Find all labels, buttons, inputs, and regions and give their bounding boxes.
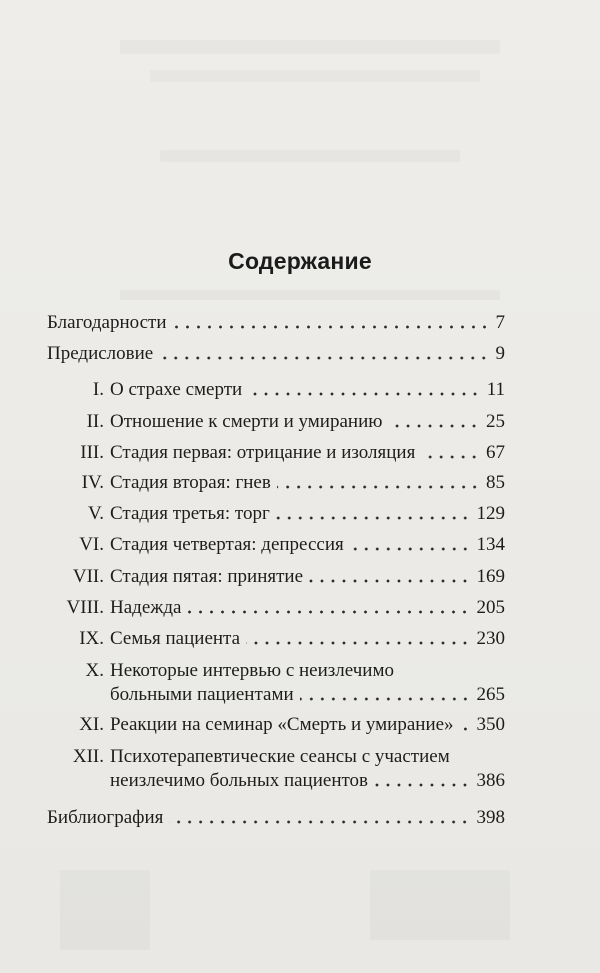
chapter-title-text: Стадия пятая: принятие	[110, 566, 304, 587]
chapter-number: V.	[87, 503, 104, 524]
chapter-title-line	[110, 533, 505, 557]
entry-title: Предисловие	[47, 343, 154, 364]
dot-leader	[277, 485, 480, 489]
show-through-mark	[370, 870, 510, 940]
chapter-entry	[4, 713, 505, 737]
chapter-title	[110, 441, 505, 465]
page-number: 67	[486, 442, 505, 463]
chapter-title	[110, 659, 505, 707]
chapter-number: X.	[85, 660, 104, 681]
chapter-title	[110, 533, 505, 557]
chapter-title-line	[110, 683, 505, 707]
chapter-number: III.	[80, 442, 104, 463]
chapter-title-line	[110, 441, 505, 465]
page-number: 398	[476, 807, 505, 828]
chapter-title-line	[110, 713, 505, 737]
page-number: 85	[486, 472, 505, 493]
chapter-title	[110, 627, 505, 651]
chapter-entry	[4, 745, 505, 793]
show-through-mark	[60, 870, 150, 950]
show-through-mark	[160, 150, 460, 162]
page-number: 350	[476, 714, 505, 735]
chapter-title	[110, 596, 505, 620]
chapter-title-line	[110, 627, 505, 651]
chapter-number: XII.	[72, 746, 104, 767]
chapter-title-line	[110, 745, 505, 769]
dot-leader	[300, 697, 471, 701]
show-through-mark	[150, 70, 480, 82]
chapter-title-line	[110, 769, 505, 793]
chapter-title-line	[110, 471, 505, 495]
show-through-mark	[120, 290, 500, 300]
chapter-entry	[4, 533, 505, 557]
toc-entry	[47, 806, 505, 830]
dot-leader	[173, 325, 490, 329]
page-number: 386	[476, 770, 505, 791]
page-number: 25	[486, 411, 505, 432]
show-through-mark	[120, 40, 500, 54]
chapter-title-line	[110, 659, 505, 683]
chapter-title	[110, 471, 505, 495]
chapter-title	[110, 565, 505, 589]
chapter-entry	[4, 627, 505, 651]
chapter-number: I.	[92, 379, 104, 400]
chapter-title	[110, 713, 505, 737]
chapter-entry	[4, 596, 505, 620]
page-title: Содержание	[228, 248, 372, 275]
toc-entry	[47, 311, 505, 335]
chapter-title-line	[110, 565, 505, 589]
dot-leader	[276, 516, 471, 520]
chapter-title	[110, 410, 505, 434]
dot-leader	[374, 783, 470, 787]
page-number: 169	[476, 566, 505, 587]
dot-leader	[388, 424, 480, 428]
chapter-title-line	[110, 502, 505, 526]
chapter-title-text: Стадия четвертая: депрессия	[110, 534, 344, 555]
chapter-title-text: Стадия третья: торг	[110, 503, 270, 524]
chapter-title-text: Стадия вторая: гнев	[110, 472, 271, 493]
entry-title: Библиография	[47, 807, 164, 828]
chapter-title-text: Отношение к смерти и умиранию	[110, 411, 383, 432]
chapter-title-text: Реакции на семинар «Смерть и умирание»	[110, 714, 454, 735]
chapter-entry	[4, 410, 505, 434]
entry-title: Благодарности	[47, 312, 167, 333]
chapter-number: VII.	[72, 566, 104, 587]
page-number: 11	[486, 379, 505, 400]
chapter-number: II.	[86, 411, 104, 432]
toc-entry	[47, 342, 505, 366]
dot-leader	[309, 579, 470, 583]
chapter-entry	[4, 565, 505, 589]
dot-leader	[421, 455, 480, 459]
chapter-title-line	[110, 410, 505, 434]
dot-leader	[187, 610, 470, 614]
page-number: 7	[495, 312, 505, 333]
dot-leader	[159, 356, 489, 360]
chapter-entry	[4, 441, 505, 465]
chapter-number: IV.	[81, 472, 104, 493]
dot-leader	[350, 547, 471, 551]
chapter-title	[110, 378, 505, 402]
chapter-number: VI.	[79, 534, 104, 555]
chapter-number: IX.	[79, 628, 104, 649]
chapter-title-text: Семья пациента	[110, 628, 241, 649]
chapter-title	[110, 502, 505, 526]
chapter-entry	[4, 471, 505, 495]
page-number: 9	[495, 343, 505, 364]
chapter-title-text: Некоторые интервью с неизлечимо	[110, 660, 394, 681]
page-number: 134	[476, 534, 505, 555]
dot-leader	[169, 820, 470, 824]
dot-leader	[246, 641, 470, 645]
chapter-title-line	[110, 596, 505, 620]
chapter-title-line	[110, 378, 505, 402]
dot-leader	[248, 392, 481, 396]
page-number: 230	[476, 628, 505, 649]
page-number: 265	[476, 684, 505, 705]
chapter-number: VIII.	[66, 597, 104, 618]
chapter-title-text: О страхе смерти	[110, 379, 243, 400]
chapter-entry	[4, 502, 505, 526]
dot-leader	[460, 727, 471, 731]
chapter-title	[110, 745, 505, 793]
chapter-entry	[4, 378, 505, 402]
chapter-title-text: Стадия первая: отрицание и изоляция	[110, 442, 416, 463]
chapter-title-text: неизлечимо больных пациентов	[110, 770, 369, 791]
chapter-title-text: больными пациентами	[110, 684, 294, 705]
page-number: 129	[476, 503, 505, 524]
chapter-title-text: Надежда	[110, 597, 182, 618]
chapter-title-text: Психотерапевтические сеансы с участием	[110, 746, 450, 767]
chapter-entry	[4, 659, 505, 707]
chapter-number: XI.	[79, 714, 104, 735]
page-number: 205	[476, 597, 505, 618]
